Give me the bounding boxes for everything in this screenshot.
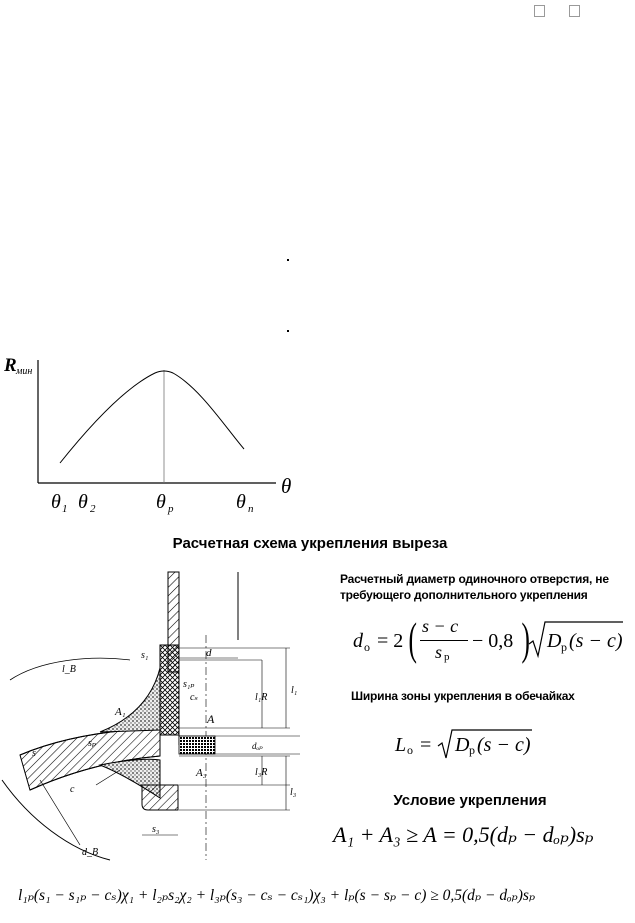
label-l3r: l₃R xyxy=(255,767,268,778)
inner-pad xyxy=(142,785,178,810)
l0-lhs: L xyxy=(395,734,407,756)
paren-left: ( xyxy=(408,613,417,664)
label-d: d xyxy=(206,647,212,659)
d0-tail: − 0,8 xyxy=(472,630,514,652)
checkbox-icon[interactable] xyxy=(534,5,545,17)
l0-root-sub: р xyxy=(469,743,475,757)
label-s1: s₁ xyxy=(141,650,149,661)
d0-root-sub: р xyxy=(561,640,567,654)
l0-lhs-sub: о xyxy=(407,743,413,757)
tick-theta-p: θ xyxy=(156,491,166,513)
l0-eq: = xyxy=(420,734,432,756)
area-a xyxy=(179,736,215,754)
label-l3: l₃ xyxy=(290,787,297,798)
zone-label: Ширина зоны укрепления в обечайках xyxy=(351,689,575,703)
tick-theta-n-sub: п xyxy=(248,503,254,515)
formula-condition: A₁ + A₃ ≥ A = 0,5(dₚ − dₒₚ)sₚ xyxy=(333,822,594,847)
label-a3: A₃ xyxy=(196,767,207,779)
formula-long: l₁ₚ(s₁ − s₁ₚ − cₛ)χ₁ + l₂ₚs₂χ₂ + l₃ₚ(s₃ − cₛ − cₛ₁)χ₃ + lₚ(s − sₚ − c) ≥ 0,5(dₚ − dₒₚ)sₚ xyxy=(18,887,536,904)
graph-y-label-sub: мин xyxy=(16,366,33,377)
l0-root-tail: (s − c) xyxy=(477,734,531,756)
d0-lhs-sub: о xyxy=(364,640,370,654)
section-title: Расчетная схема укрепления выреза xyxy=(172,535,448,552)
graph-curve xyxy=(60,371,244,463)
formula-d0 xyxy=(353,613,623,666)
label-cs: cₛ xyxy=(190,692,198,703)
rmin-graph xyxy=(0,350,310,520)
weld-a1 xyxy=(100,668,160,732)
label-a: A xyxy=(207,712,215,726)
tick-theta-1-sub: 1 xyxy=(62,503,68,515)
formula-l0 xyxy=(395,728,545,762)
tick-theta-p-sub: р xyxy=(168,503,174,515)
condition-title: Условие укрепления xyxy=(393,792,547,809)
tick-theta-1: θ xyxy=(51,491,61,513)
tick-theta-2-sub: 2 xyxy=(90,503,96,515)
label-db: d_B xyxy=(82,847,99,858)
checkbox-icon[interactable] xyxy=(569,5,580,17)
label-a1: A₁ xyxy=(115,706,126,718)
d0-eq: = 2 xyxy=(377,630,404,652)
paren-right: ) xyxy=(521,613,530,664)
d0-denominator: s xyxy=(435,642,443,662)
diameter-label: Расчетный диаметр одиночного отверстия, не требующего дополнительного укрепления xyxy=(340,572,609,602)
d0-lhs: d xyxy=(353,630,363,652)
d0-numerator: s − c xyxy=(422,616,459,636)
label-s3: s₃ xyxy=(152,824,160,835)
d0-root-d: D xyxy=(547,630,562,652)
d0-root-tail: (s − c) xyxy=(569,630,623,652)
tick-theta-2: θ xyxy=(78,491,88,513)
label-s1p: s₁ₚ xyxy=(183,679,195,690)
label-lb: l_B xyxy=(62,664,76,675)
d0-denominator-sub: р xyxy=(444,651,450,663)
l0-root-d: D xyxy=(455,734,470,756)
label-s: s xyxy=(32,748,36,759)
label-l1r: l₁R xyxy=(255,692,268,703)
label-c: c xyxy=(70,784,75,795)
tick-theta-n: θ xyxy=(236,491,246,513)
bullet-dot xyxy=(287,330,289,332)
label-sp: sₚ xyxy=(88,738,96,749)
fraction-bar xyxy=(420,640,468,641)
graph-y-label: R xyxy=(4,355,17,376)
label-l1: l₁ xyxy=(291,685,298,696)
bullet-dot xyxy=(287,259,289,261)
label-dop: dₒₚ xyxy=(252,741,263,751)
graph-x-label: θ xyxy=(281,474,292,498)
reinforcement-drawing xyxy=(0,560,312,880)
